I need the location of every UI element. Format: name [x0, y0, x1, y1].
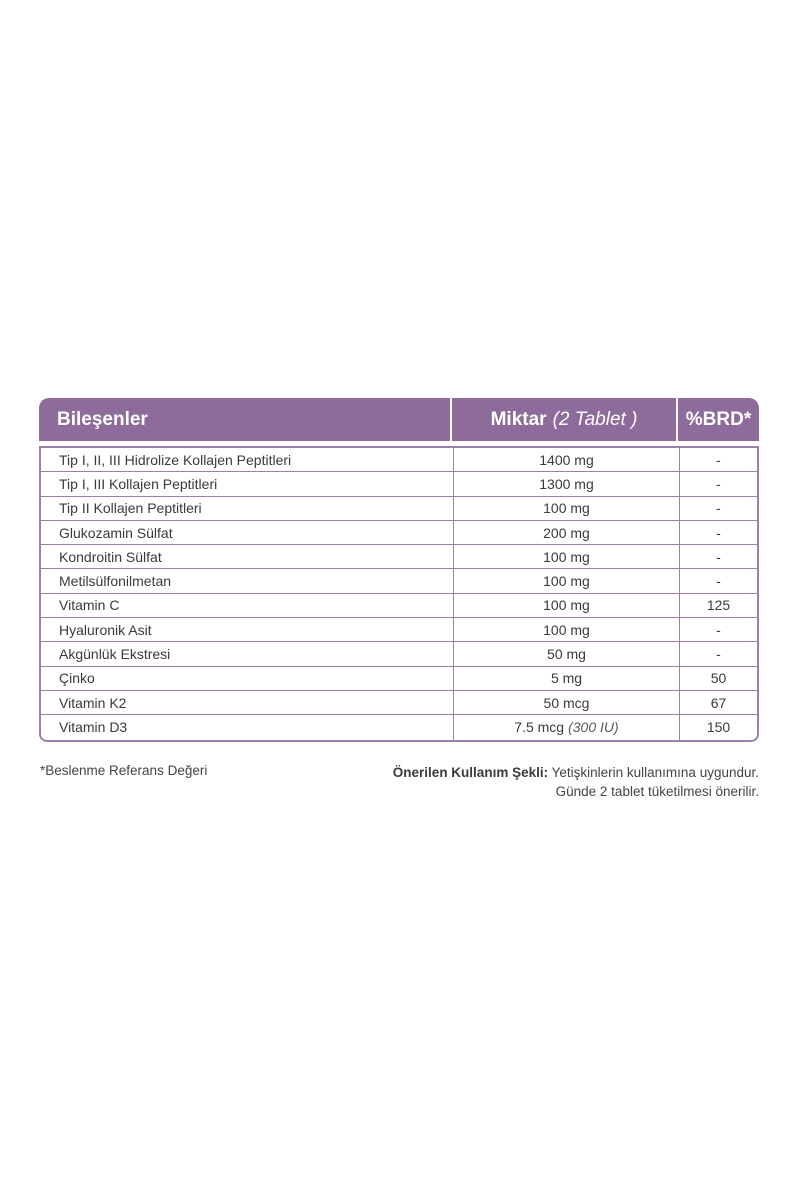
brd-cell: - — [716, 451, 721, 468]
header-amount — [452, 398, 678, 441]
amount-value: 100 mg — [543, 500, 590, 517]
amount-cell — [454, 642, 680, 665]
component-cell: Vitamin D3 — [41, 715, 454, 739]
usage-text-2: Günde 2 tablet tüketilmesi önerilir. — [555, 784, 759, 799]
component-cell: Akgünlük Ekstresi — [41, 642, 454, 665]
brd-cell: - — [716, 524, 721, 541]
table-row — [41, 594, 757, 618]
table-row — [41, 642, 757, 666]
usage-title: Önerilen Kullanım Şekli: — [392, 765, 549, 780]
brd-cell: - — [716, 621, 721, 638]
component-cell: Hyaluronik Asit — [41, 618, 454, 641]
amount-value: 200 mg — [543, 524, 590, 541]
amount-value: 100 mg — [543, 548, 590, 565]
amount-cell — [454, 448, 680, 471]
table-header — [39, 398, 759, 441]
amount-cell — [454, 569, 680, 592]
amount-value: 100 mg — [543, 573, 590, 590]
table-row — [41, 521, 757, 545]
header-brd: %BRD* — [685, 408, 752, 430]
header-amount-label: Miktar — [490, 408, 547, 430]
table-row — [41, 545, 757, 569]
table-row — [41, 715, 757, 739]
usage-text-1: Yetişkinlerin kullanımına uygundur. — [551, 765, 759, 780]
component-cell: Çinko — [41, 667, 454, 690]
amount-cell — [454, 715, 680, 739]
brd-cell: - — [716, 475, 721, 492]
brd-cell: 125 — [706, 597, 731, 614]
amount-value: 7.5 mcg — [514, 719, 565, 736]
amount-cell — [454, 545, 680, 568]
amount-cell — [454, 691, 680, 714]
usage-instructions — [329, 763, 759, 801]
header-amount-unit: (2 Tablet ) — [552, 408, 638, 430]
amount-value: 50 mcg — [543, 694, 590, 711]
amount-value: 50 mg — [547, 646, 586, 663]
table-row — [41, 618, 757, 642]
component-cell: Vitamin C — [41, 594, 454, 617]
amount-value: 1400 mg — [539, 451, 594, 468]
brd-cell: 67 — [710, 694, 727, 711]
table-row — [41, 497, 757, 521]
table-body — [39, 446, 759, 742]
component-cell: Tip II Kollajen Peptitleri — [41, 497, 454, 520]
brd-cell: 50 — [710, 670, 727, 687]
amount-value: 100 mg — [543, 597, 590, 614]
amount-value: 1300 mg — [539, 475, 594, 492]
component-cell: Glukozamin Sülfat — [41, 521, 454, 544]
table-row — [41, 667, 757, 691]
amount-cell — [454, 618, 680, 641]
brd-cell: - — [716, 646, 721, 663]
table-row — [41, 472, 757, 496]
footnote: *Beslenme Referans Değeri — [40, 763, 208, 778]
component-cell: Tip I, III Kollajen Peptitleri — [41, 472, 454, 495]
amount-value: 5 mg — [550, 670, 583, 687]
amount-cell — [454, 594, 680, 617]
brd-cell: - — [716, 548, 721, 565]
amount-value: 100 mg — [543, 621, 590, 638]
brd-cell: - — [716, 573, 721, 590]
component-cell: Tip I, II, III Hidrolize Kollajen Peptitleri — [41, 448, 454, 471]
nutrition-table — [39, 398, 759, 742]
amount-cell — [454, 521, 680, 544]
brd-cell: - — [716, 500, 721, 517]
amount-note: (300 IU) — [568, 719, 619, 736]
amount-cell — [454, 667, 680, 690]
amount-cell — [454, 497, 680, 520]
amount-cell — [454, 472, 680, 495]
table-row — [41, 569, 757, 593]
component-cell: Kondroitin Sülfat — [41, 545, 454, 568]
usage-line-1 — [329, 763, 759, 782]
header-component: Bileşenler — [39, 398, 452, 441]
table-row — [41, 691, 757, 715]
component-cell: Vitamin K2 — [41, 691, 454, 714]
component-cell: Metilsülfonilmetan — [41, 569, 454, 592]
table-row — [41, 448, 757, 472]
brd-cell: 150 — [706, 719, 731, 736]
